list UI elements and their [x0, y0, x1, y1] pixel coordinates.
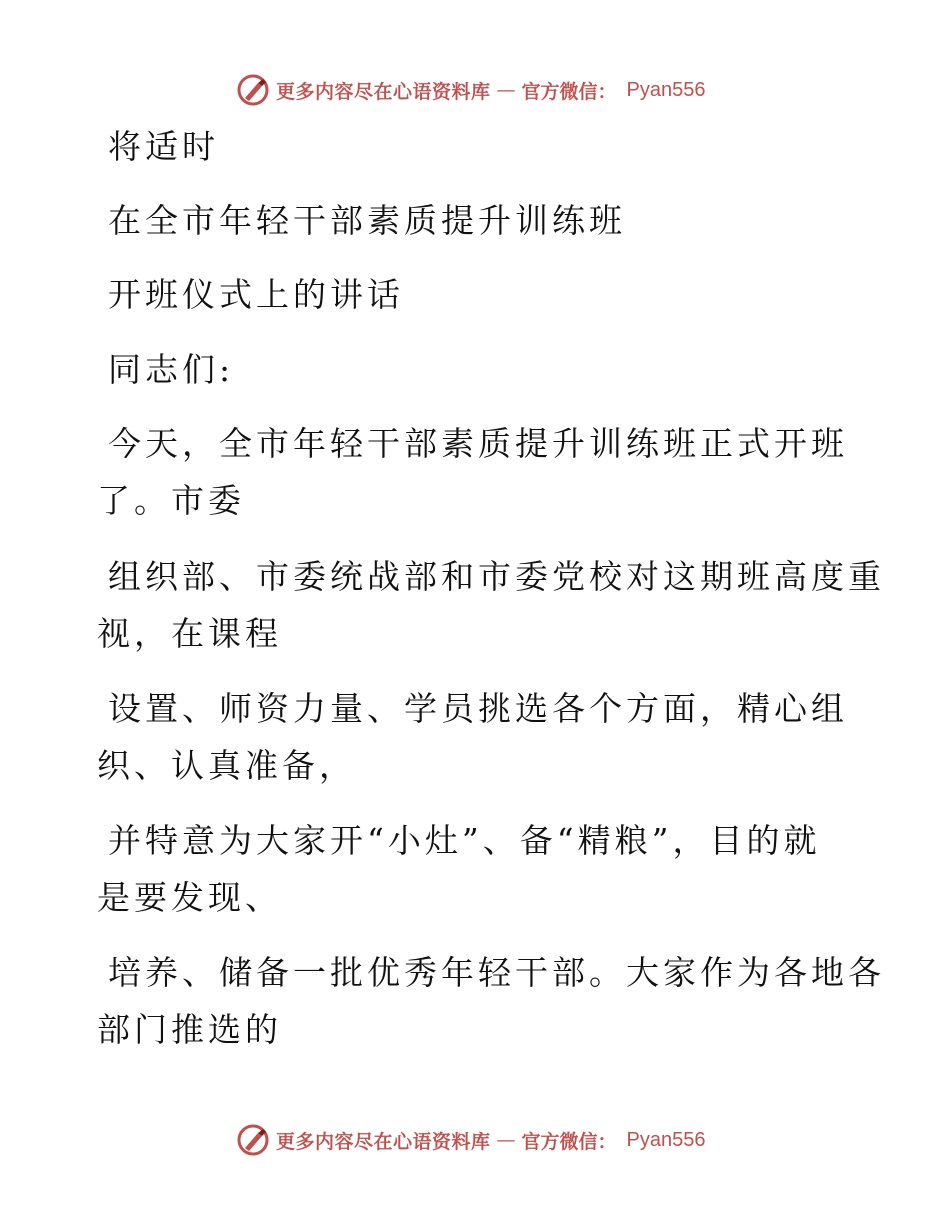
watermark-text: 更多内容尽在心语资料库 [276, 80, 491, 103]
doc-line: 将适时 [108, 127, 219, 166]
watermark-wechat-label: 官方微信： [521, 1130, 617, 1153]
doc-line: 了。市委 [97, 481, 245, 520]
watermark-wechat-id: Pyan556 [626, 78, 706, 101]
watermark-dash: — [496, 79, 516, 101]
header-watermark [236, 70, 706, 110]
pen-logo-icon [236, 1123, 270, 1157]
watermark-wechat-label: 官方微信： [521, 80, 617, 103]
doc-title-line: 在全市年轻干部素质提升训练班 [108, 201, 626, 240]
pen-logo-icon [236, 73, 270, 107]
doc-line: 是要发现、 [97, 878, 282, 917]
footer-watermark [236, 1120, 706, 1160]
doc-salutation: 同志们: [108, 350, 235, 389]
doc-line: 培养、储备一批优秀年轻干部。大家作为各地各 [108, 953, 885, 992]
doc-line: 设置、师资力量、学员挑选各个方面，精心组 [108, 689, 848, 728]
watermark-wechat-id: Pyan556 [626, 1128, 706, 1151]
watermark-dash: — [496, 1129, 516, 1151]
doc-line: 部门推选的 [97, 1010, 282, 1049]
doc-line: 并特意为大家开“小灶”、备“精粮”，目的就 [108, 821, 821, 860]
watermark-text: 更多内容尽在心语资料库 [276, 1130, 491, 1153]
doc-line: 今天，全市年轻干部素质提升训练班正式开班 [108, 424, 848, 463]
doc-line: 组织部、市委统战部和市委党校对这期班高度重 [108, 557, 885, 596]
doc-line: 视，在课程 [97, 614, 282, 653]
doc-line: 织、认真准备， [97, 746, 356, 785]
doc-title-line: 开班仪式上的讲话 [108, 275, 404, 314]
